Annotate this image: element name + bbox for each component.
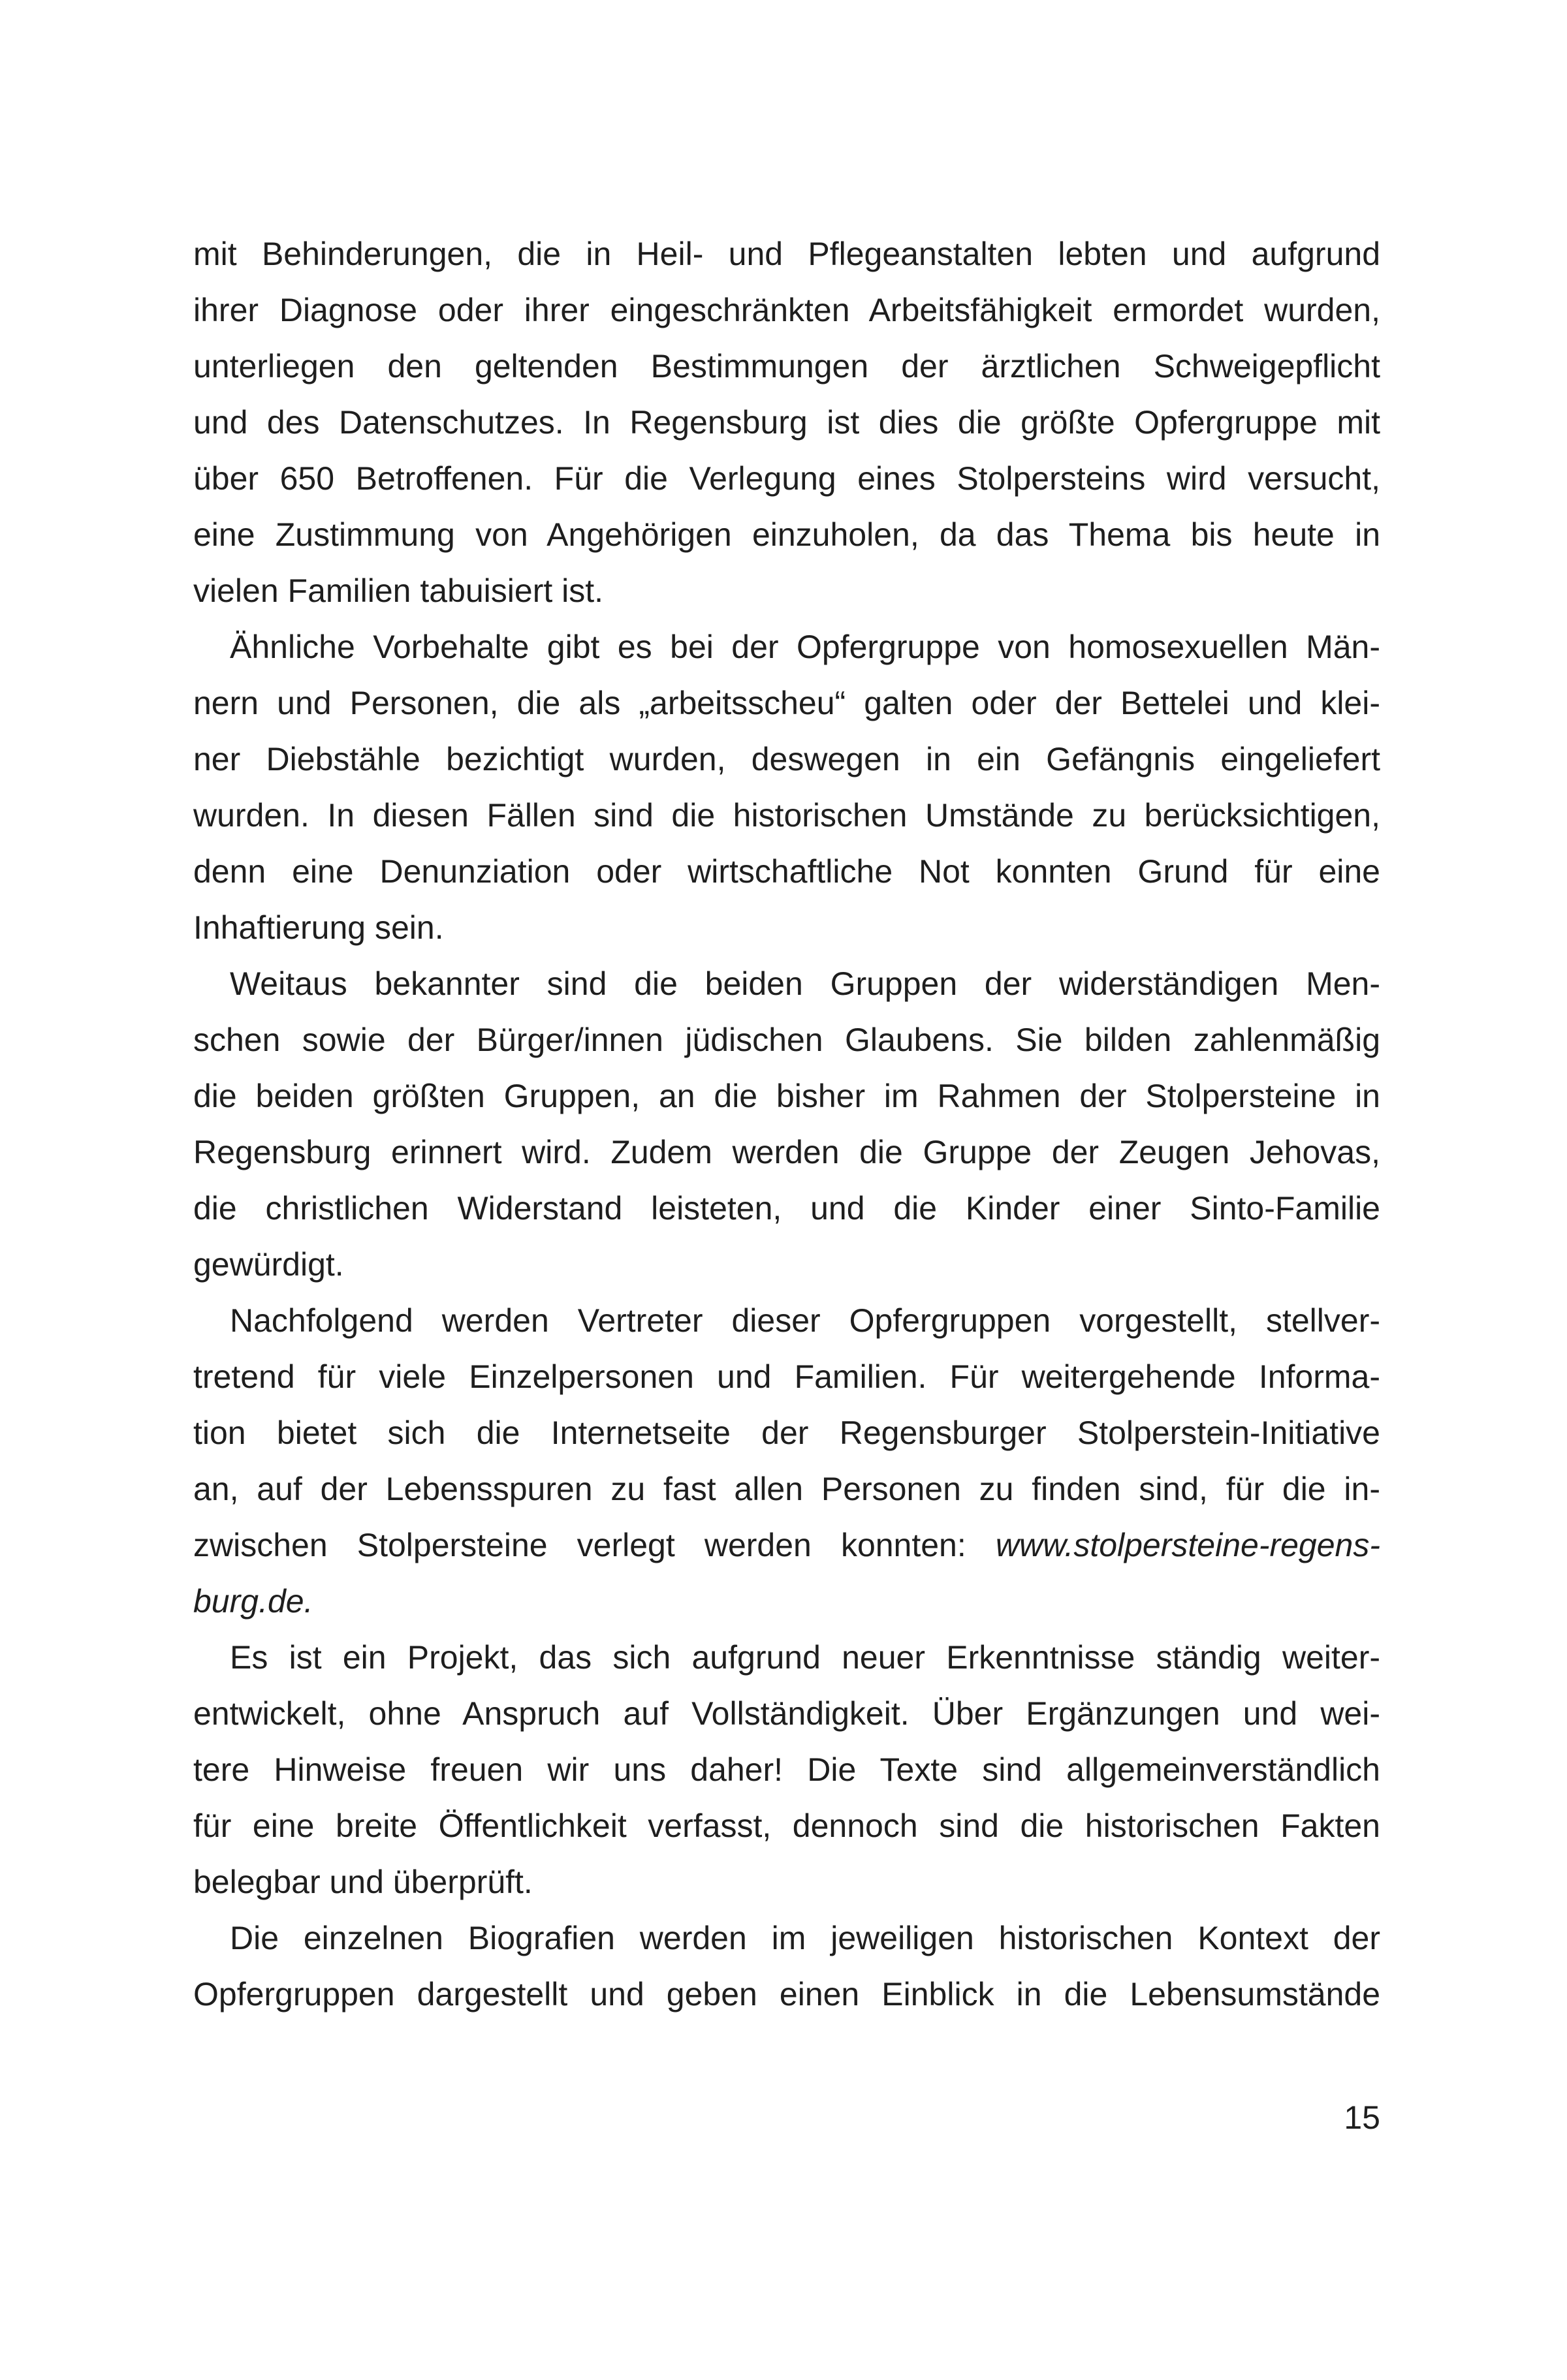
text-line: für eine breite Öffentlichkeit verfasst, dennoch sind die historischen Fakten: [193, 1808, 1380, 1844]
text-line: unterliegen den geltenden Bestimmungen der ärztlichen Schweigepflicht: [193, 348, 1380, 384]
text-line: und des Datenschutzes. In Regensburg ist dies die größte Opfergruppe mit: [193, 404, 1380, 441]
page-number: 15: [1344, 2099, 1380, 2136]
text-line: nern und Personen, die als „arbeitsscheu“ galten oder der Bettelei und klei-: [193, 685, 1380, 721]
text-line: mit Behinderungen, die in Heil- und Pflegeanstalten lebten und aufgrund: [193, 236, 1380, 272]
text-line: Nachfolgend werden Vertreter dieser Opfergruppen vorgestellt, stellver-: [230, 1302, 1380, 1339]
text-line: gewürdigt.: [193, 1246, 344, 1283]
text-line: [193, 1573, 1380, 1629]
paragraph: [193, 619, 1380, 956]
text-line: die christlichen Widerstand leisteten, und die Kinder einer Sinto-Familie: [193, 1190, 1380, 1227]
paragraph: [193, 956, 1380, 1292]
text-line: die beiden größten Gruppen, an die bisher im Rahmen der Stolpersteine in: [193, 1078, 1380, 1114]
text-line: eine Zustimmung von Angehörigen einzuholen, da das Thema bis heute in: [193, 516, 1380, 553]
text-line: tere Hinweise freuen wir uns daher! Die Texte sind allgemeinverständlich: [193, 1751, 1380, 1788]
text-line: Es ist ein Projekt, das sich aufgrund neuer Erkenntnisse ständig weiter-: [230, 1639, 1380, 1676]
text-line: Opfergruppen dargestellt und geben einen Einblick in die Lebensumstände: [193, 1976, 1380, 2012]
paragraph: [193, 1629, 1380, 1910]
text-line: Regensburg erinnert wird. Zudem werden die Gruppe der Zeugen Jehovas,: [193, 1134, 1380, 1170]
text-line: denn eine Denunziation oder wirtschaftliche Not konnten Grund für eine: [193, 853, 1380, 890]
text-line: ihrer Diagnose oder ihrer eingeschränkten Arbeitsfähigkeit ermordet wurden,: [193, 292, 1380, 328]
text-line: Ähnliche Vorbehalte gibt es bei der Opfergruppe von homosexuellen Män-: [230, 629, 1380, 665]
text-line: entwickelt, ohne Anspruch auf Vollständigkeit. Über Ergänzungen und wei-: [193, 1695, 1380, 1732]
text-line: Inhaftierung sein.: [193, 909, 444, 946]
text-line: Weitaus bekannter sind die beiden Gruppen der widerständigen Men-: [230, 965, 1380, 1002]
website-url: burg.de.: [193, 1583, 313, 1620]
text-line: Die einzelnen Biografien werden im jeweiligen historischen Kontext der: [230, 1920, 1380, 1956]
text-block: [193, 226, 1380, 2022]
text-line: wurden. In diesen Fällen sind die historischen Umstände zu berücksichtigen,: [193, 797, 1380, 834]
text-line: belegbar und überprüft.: [193, 1864, 533, 1900]
paragraph: [193, 1292, 1380, 1629]
text-line: an, auf der Lebensspuren zu fast allen Personen zu finden sind, für die in-: [193, 1471, 1380, 1507]
paragraph: [193, 226, 1380, 619]
paragraph: [193, 1910, 1380, 2022]
text-line: [193, 1517, 1380, 1573]
website-url: www.stolpersteine-regens-: [995, 1527, 1380, 1563]
text-line: schen sowie der Bürger/innen jüdischen Glaubens. Sie bilden zahlenmäßig: [193, 1022, 1380, 1058]
text-line: vielen Familien tabuisiert ist.: [193, 572, 604, 609]
text-line: tretend für viele Einzelpersonen und Familien. Für weitergehende Informa-: [193, 1358, 1380, 1395]
text-line: ner Diebstähle bezichtigt wurden, deswegen in ein Gefängnis eingeliefert: [193, 741, 1380, 777]
text-segment: zwischen Stolpersteine verlegt werden konnten:: [193, 1527, 996, 1563]
text-line: tion bietet sich die Internetseite der Regensburger Stolperstein-Initiative: [193, 1415, 1380, 1451]
text-line: über 650 Betroffenen. Für die Verlegung eines Stolpersteins wird versucht,: [193, 460, 1380, 497]
